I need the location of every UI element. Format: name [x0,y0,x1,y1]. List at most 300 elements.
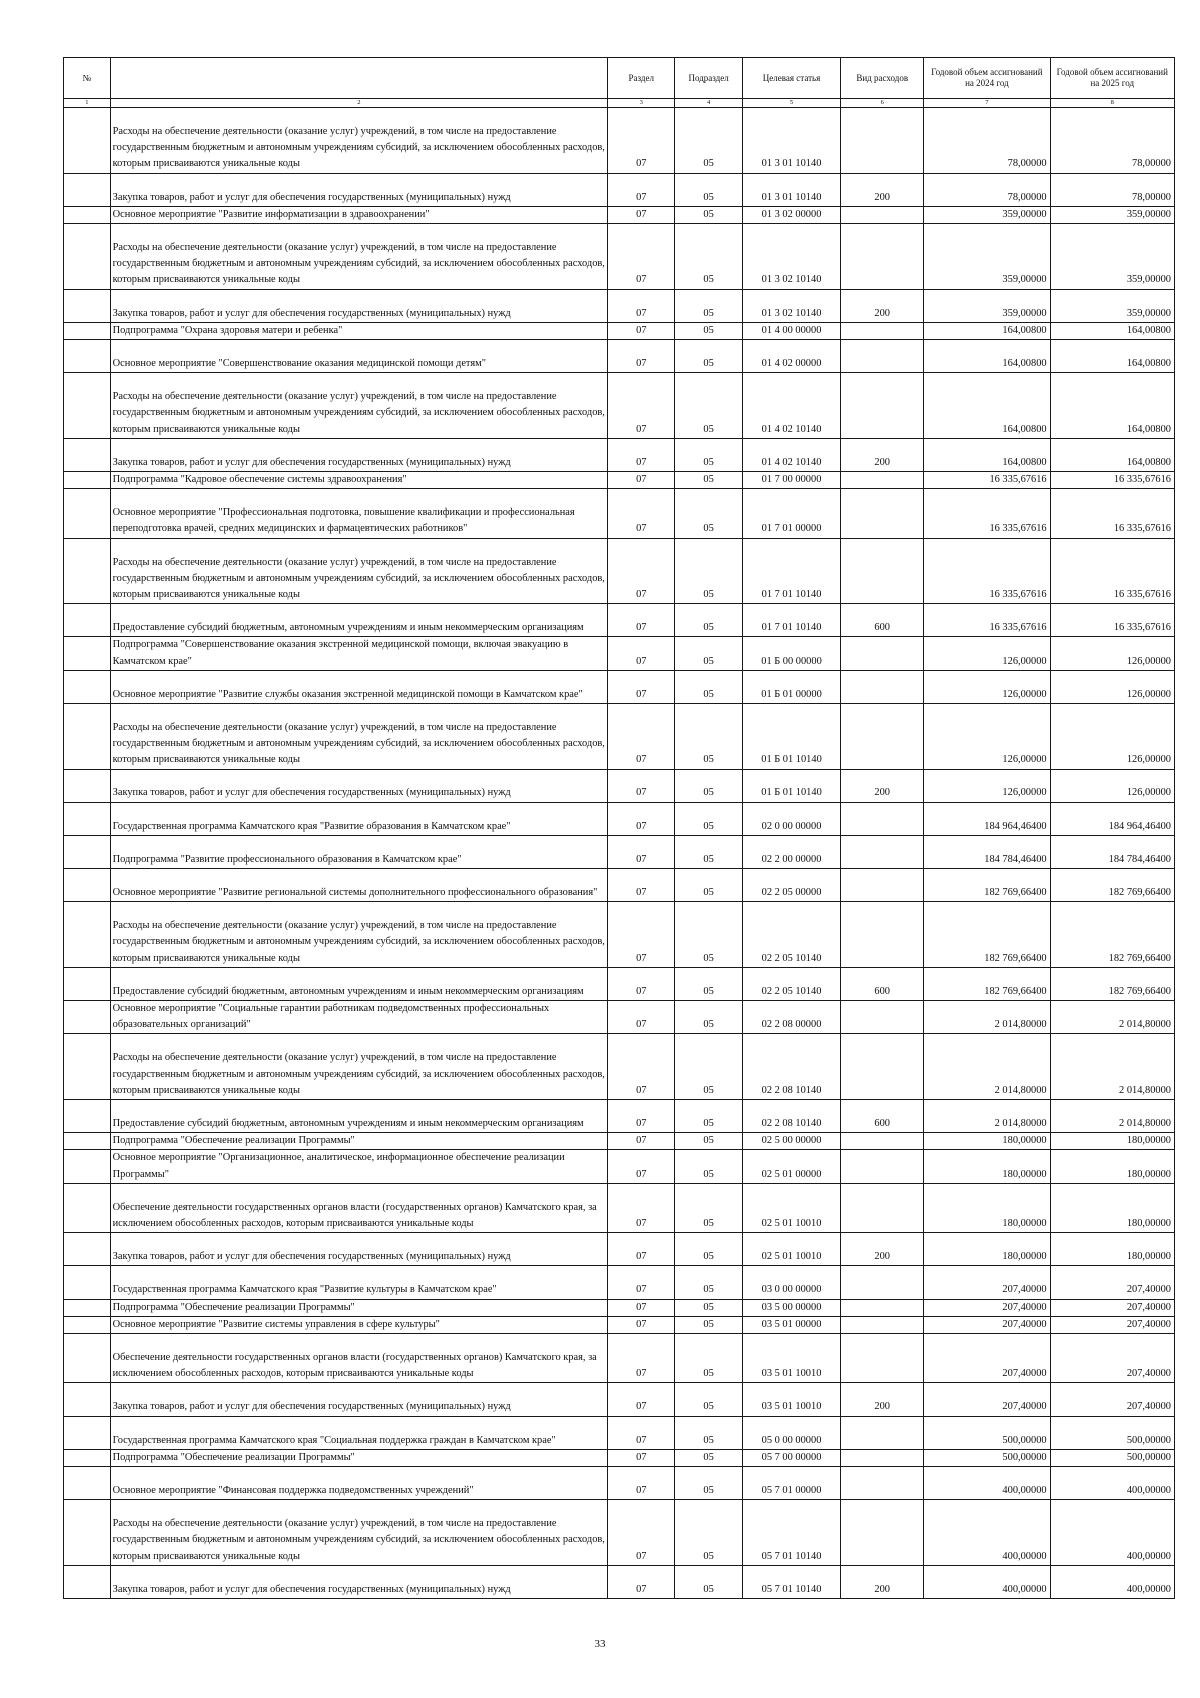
target-article-cell: 03 0 00 00000 [742,1266,840,1299]
row-name-cell: Закупка товаров, работ и услуг для обеспечения государственных (муниципальных) нужд [110,438,607,471]
page-number: 33 [594,1638,606,1650]
expense-type-cell [841,869,924,902]
razdel-cell: 07 [608,835,675,868]
allocation-2025-cell: 78,00000 [1050,108,1174,174]
row-name-cell: Закупка товаров, работ и услуг для обеспечения государственных (муниципальных) нужд [110,769,607,802]
allocation-2025-cell: 78,00000 [1050,173,1174,206]
table-row [64,1466,1175,1499]
row-number-cell [64,835,111,868]
expense-type-cell: 200 [841,1383,924,1416]
row-number-cell [64,1100,111,1133]
podrazdel-cell: 05 [675,604,742,637]
row-name-cell: Основное мероприятие "Финансовая поддержка подведомственных учреждений" [110,1466,607,1499]
row-number-cell [64,670,111,703]
expense-type-cell [841,373,924,439]
razdel-cell: 07 [608,1133,675,1150]
row-number-cell [64,538,111,604]
allocation-2025-cell: 500,00000 [1050,1449,1174,1466]
row-number-cell [64,802,111,835]
expense-type-cell [841,1316,924,1333]
row-number-cell [64,604,111,637]
expense-type-cell [841,339,924,372]
expense-type-cell: 600 [841,967,924,1000]
target-article-cell: 05 7 01 10140 [742,1565,840,1598]
razdel-cell: 07 [608,1565,675,1598]
razdel-cell: 07 [608,173,675,206]
row-name-cell: Закупка товаров, работ и услуг для обеспечения государственных (муниципальных) нужд [110,1383,607,1416]
target-article-cell: 02 2 08 00000 [742,1001,840,1034]
row-number-cell [64,1034,111,1100]
table-row [64,206,1175,223]
razdel-cell: 07 [608,670,675,703]
allocation-2024-cell: 400,00000 [924,1500,1050,1566]
razdel-cell: 07 [608,1183,675,1232]
row-number-cell [64,1500,111,1566]
row-number-cell [64,1133,111,1150]
header-expense-type: Вид расходов [841,58,924,99]
expense-type-cell: 200 [841,173,924,206]
expense-type-cell [841,1001,924,1034]
column-number-row [64,99,1175,108]
target-article-cell: 01 3 01 10140 [742,108,840,174]
target-article-cell: 01 4 00 00000 [742,322,840,339]
allocation-2024-cell: 16 335,67616 [924,471,1050,488]
header-target-article: Целевая статья [742,58,840,99]
razdel-cell: 07 [608,1416,675,1449]
column-number: 3 [608,99,675,108]
podrazdel-cell: 05 [675,1466,742,1499]
target-article-cell: 02 2 08 10140 [742,1034,840,1100]
razdel-cell: 07 [608,637,675,670]
row-name-cell: Основное мероприятие "Социальные гарантии работникам подведомственных профессиональных образовательных организаций" [110,1001,607,1034]
row-name-cell: Обеспечение деятельности государственных органов власти (государственных органов) Камчатского края, за исключением обособленных расходов, которым присваиваются уникальные коды [110,1183,607,1232]
allocation-2025-cell: 180,00000 [1050,1233,1174,1266]
allocation-2025-cell: 184 784,46400 [1050,835,1174,868]
row-name-cell: Закупка товаров, работ и услуг для обеспечения государственных (муниципальных) нужд [110,1233,607,1266]
razdel-cell: 07 [608,1150,675,1183]
allocation-2024-cell: 164,00800 [924,438,1050,471]
podrazdel-cell: 05 [675,1449,742,1466]
allocation-2025-cell: 207,40000 [1050,1299,1174,1316]
allocation-2024-cell: 16 335,67616 [924,489,1050,538]
razdel-cell: 07 [608,1449,675,1466]
podrazdel-cell: 05 [675,1334,742,1383]
expense-type-cell [841,471,924,488]
allocation-2025-cell: 500,00000 [1050,1416,1174,1449]
row-number-cell [64,1565,111,1598]
row-number-cell [64,108,111,174]
target-article-cell: 01 4 02 00000 [742,339,840,372]
table-row [64,1316,1175,1333]
allocation-2025-cell: 164,00800 [1050,339,1174,372]
expense-type-cell [841,1133,924,1150]
target-article-cell: 02 5 01 10010 [742,1233,840,1266]
expense-type-cell [841,1466,924,1499]
razdel-cell: 07 [608,902,675,968]
row-number-cell [64,223,111,289]
target-article-cell: 01 Б 01 10140 [742,703,840,769]
razdel-cell: 07 [608,1316,675,1333]
row-number-cell [64,769,111,802]
allocation-2025-cell: 180,00000 [1050,1183,1174,1232]
razdel-cell: 07 [608,206,675,223]
expense-type-cell [841,1449,924,1466]
row-name-cell: Основное мероприятие "Совершенствование оказания медицинской помощи детям" [110,339,607,372]
razdel-cell: 07 [608,538,675,604]
row-name-cell: Подпрограмма "Охрана здоровья матери и ребенка" [110,322,607,339]
row-name-cell: Закупка товаров, работ и услуг для обеспечения государственных (муниципальных) нужд [110,173,607,206]
razdel-cell: 07 [608,1266,675,1299]
table-row [64,769,1175,802]
target-article-cell: 02 5 01 00000 [742,1150,840,1183]
row-number-cell [64,637,111,670]
allocation-2025-cell: 16 335,67616 [1050,489,1174,538]
row-number-cell [64,1183,111,1232]
budget-table [63,57,1175,1599]
target-article-cell: 02 2 05 10140 [742,902,840,968]
row-name-cell: Расходы на обеспечение деятельности (оказание услуг) учреждений, в том числе на предоставление государственным бюджетным и автономным учреждениям субсидий, за исключением обособленных расходов, которым присваиваются уникальные коды [110,703,607,769]
podrazdel-cell: 05 [675,1299,742,1316]
razdel-cell: 07 [608,339,675,372]
target-article-cell: 03 5 01 10010 [742,1383,840,1416]
row-number-cell [64,471,111,488]
table-row [64,637,1175,670]
row-name-cell: Подпрограмма "Развитие профессионального образования в Камчатском крае" [110,835,607,868]
target-article-cell: 01 Б 01 10140 [742,769,840,802]
razdel-cell: 07 [608,869,675,902]
expense-type-cell: 200 [841,1233,924,1266]
podrazdel-cell: 05 [675,471,742,488]
row-number-cell [64,173,111,206]
allocation-2024-cell: 164,00800 [924,373,1050,439]
allocation-2025-cell: 207,40000 [1050,1266,1174,1299]
target-article-cell: 02 2 05 00000 [742,869,840,902]
row-name-cell: Обеспечение деятельности государственных органов власти (государственных органов) Камчатского края, за исключением обособленных расходов, которым присваиваются уникальные коды [110,1334,607,1383]
expense-type-cell [841,835,924,868]
expense-type-cell [841,489,924,538]
row-number-cell [64,289,111,322]
row-name-cell: Предоставление субсидий бюджетным, автономным учреждениям и иным некоммерческим организациям [110,967,607,1000]
row-name-cell: Расходы на обеспечение деятельности (оказание услуг) учреждений, в том числе на предоставление государственным бюджетным и автономным учреждениям субсидий, за исключением обособленных расходов, которым присваиваются уникальные коды [110,1500,607,1566]
razdel-cell: 07 [608,471,675,488]
podrazdel-cell: 05 [675,1150,742,1183]
target-article-cell: 03 5 01 00000 [742,1316,840,1333]
row-name-cell: Основное мероприятие "Организационное, аналитическое, информационное обеспечение реализации Программы" [110,1150,607,1183]
column-number: 7 [924,99,1050,108]
row-number-cell [64,967,111,1000]
target-article-cell: 03 5 00 00000 [742,1299,840,1316]
allocation-2024-cell: 182 769,66400 [924,902,1050,968]
podrazdel-cell: 05 [675,1034,742,1100]
razdel-cell: 07 [608,802,675,835]
target-article-cell: 01 Б 01 00000 [742,670,840,703]
row-number-cell [64,1449,111,1466]
allocation-2024-cell: 207,40000 [924,1266,1050,1299]
allocation-2024-cell: 126,00000 [924,637,1050,670]
podrazdel-cell: 05 [675,108,742,174]
target-article-cell: 01 Б 00 00000 [742,637,840,670]
allocation-2025-cell: 182 769,66400 [1050,869,1174,902]
allocation-2024-cell: 359,00000 [924,206,1050,223]
table-row [64,173,1175,206]
podrazdel-cell: 05 [675,289,742,322]
target-article-cell: 01 4 02 10140 [742,373,840,439]
row-number-cell [64,703,111,769]
row-number-cell [64,322,111,339]
razdel-cell: 07 [608,604,675,637]
header-podrazdel: Подраздел [675,58,742,99]
expense-type-cell [841,1334,924,1383]
table-row [64,322,1175,339]
header-name [110,58,607,99]
podrazdel-cell: 05 [675,538,742,604]
target-article-cell: 02 5 00 00000 [742,1133,840,1150]
podrazdel-cell: 05 [675,1416,742,1449]
razdel-cell: 07 [608,1466,675,1499]
table-row [64,902,1175,968]
target-article-cell: 01 3 02 10140 [742,223,840,289]
expense-type-cell [841,637,924,670]
podrazdel-cell: 05 [675,489,742,538]
podrazdel-cell: 05 [675,1001,742,1034]
expense-type-cell [841,1150,924,1183]
allocation-2024-cell: 500,00000 [924,1416,1050,1449]
table-row [64,703,1175,769]
podrazdel-cell: 05 [675,1500,742,1566]
row-number-cell [64,438,111,471]
allocation-2024-cell: 207,40000 [924,1334,1050,1383]
table-row [64,1383,1175,1416]
target-article-cell: 05 0 00 00000 [742,1416,840,1449]
allocation-2025-cell: 16 335,67616 [1050,538,1174,604]
razdel-cell: 07 [608,373,675,439]
expense-type-cell [841,1034,924,1100]
target-article-cell: 02 2 08 10140 [742,1100,840,1133]
table-row [64,604,1175,637]
table-row [64,1233,1175,1266]
row-name-cell: Основное мероприятие "Развитие системы управления в сфере культуры" [110,1316,607,1333]
allocation-2024-cell: 78,00000 [924,173,1050,206]
table-row [64,339,1175,372]
expense-type-cell: 200 [841,1565,924,1598]
razdel-cell: 07 [608,703,675,769]
row-name-cell: Основное мероприятие "Развитие службы оказания экстренной медицинской помощи в Камчатском крае" [110,670,607,703]
podrazdel-cell: 05 [675,1383,742,1416]
allocation-2025-cell: 126,00000 [1050,703,1174,769]
allocation-2025-cell: 359,00000 [1050,206,1174,223]
podrazdel-cell: 05 [675,339,742,372]
table-row [64,1416,1175,1449]
allocation-2025-cell: 2 014,80000 [1050,1034,1174,1100]
podrazdel-cell: 05 [675,1316,742,1333]
expense-type-cell [841,108,924,174]
razdel-cell: 07 [608,489,675,538]
row-number-cell [64,1416,111,1449]
allocation-2025-cell: 359,00000 [1050,223,1174,289]
allocation-2025-cell: 2 014,80000 [1050,1001,1174,1034]
expense-type-cell: 600 [841,1100,924,1133]
table-row [64,1449,1175,1466]
row-name-cell: Основное мероприятие "Профессиональная подготовка, повышение квалификации и профессиональная переподготовка врачей, средних медицинских и фармацевтических работников" [110,489,607,538]
allocation-2024-cell: 126,00000 [924,703,1050,769]
row-name-cell: Закупка товаров, работ и услуг для обеспечения государственных (муниципальных) нужд [110,289,607,322]
razdel-cell: 07 [608,108,675,174]
razdel-cell: 07 [608,967,675,1000]
table-row [64,538,1175,604]
row-number-cell [64,339,111,372]
expense-type-cell [841,1183,924,1232]
razdel-cell: 07 [608,1001,675,1034]
target-article-cell: 01 7 01 00000 [742,489,840,538]
table-row [64,1183,1175,1232]
razdel-cell: 07 [608,1233,675,1266]
allocation-2024-cell: 207,40000 [924,1383,1050,1416]
header-num: № [64,58,111,99]
row-name-cell: Подпрограмма "Обеспечение реализации Программы" [110,1133,607,1150]
table-row [64,1150,1175,1183]
razdel-cell: 07 [608,1500,675,1566]
allocation-2025-cell: 126,00000 [1050,670,1174,703]
row-name-cell: Подпрограмма "Обеспечение реализации Программы" [110,1299,607,1316]
row-name-cell: Расходы на обеспечение деятельности (оказание услуг) учреждений, в том числе на предоставление государственным бюджетным и автономным учреждениям субсидий, за исключением обособленных расходов, которым присваиваются уникальные коды [110,373,607,439]
table-row [64,1001,1175,1034]
column-number: 4 [675,99,742,108]
table-row [64,670,1175,703]
row-name-cell: Расходы на обеспечение деятельности (оказание услуг) учреждений, в том числе на предоставление государственным бюджетным и автономным учреждениям субсидий, за исключением обособленных расходов, которым присваиваются уникальные коды [110,1034,607,1100]
podrazdel-cell: 05 [675,223,742,289]
podrazdel-cell: 05 [675,1565,742,1598]
column-number: 1 [64,99,111,108]
expense-type-cell [841,703,924,769]
podrazdel-cell: 05 [675,1233,742,1266]
razdel-cell: 07 [608,322,675,339]
allocation-2024-cell: 400,00000 [924,1466,1050,1499]
allocation-2024-cell: 16 335,67616 [924,538,1050,604]
allocation-2024-cell: 180,00000 [924,1183,1050,1232]
podrazdel-cell: 05 [675,835,742,868]
razdel-cell: 07 [608,1100,675,1133]
allocation-2025-cell: 164,00800 [1050,438,1174,471]
allocation-2024-cell: 500,00000 [924,1449,1050,1466]
row-name-cell: Расходы на обеспечение деятельности (оказание услуг) учреждений, в том числе на предоставление государственным бюджетным и автономным учреждениям субсидий, за исключением обособленных расходов, которым присваиваются уникальные коды [110,902,607,968]
row-number-cell [64,1334,111,1383]
table-row [64,1565,1175,1598]
header-allocation-2024: Годовой объем ассигнований на 2024 год [924,58,1050,99]
row-number-cell [64,902,111,968]
budget-sheet [63,57,1175,1599]
target-article-cell: 05 7 00 00000 [742,1449,840,1466]
allocation-2024-cell: 164,00800 [924,339,1050,372]
table-body [64,108,1175,1599]
podrazdel-cell: 05 [675,206,742,223]
podrazdel-cell: 05 [675,438,742,471]
row-number-cell [64,373,111,439]
podrazdel-cell: 05 [675,802,742,835]
row-name-cell: Государственная программа Камчатского края "Развитие культуры в Камчатском крае" [110,1266,607,1299]
razdel-cell: 07 [608,1299,675,1316]
target-article-cell: 01 3 02 10140 [742,289,840,322]
row-name-cell: Подпрограмма "Совершенствование оказания экстренной медицинской помощи, включая эвакуацию в Камчатском крае" [110,637,607,670]
allocation-2025-cell: 182 769,66400 [1050,902,1174,968]
table-row [64,1334,1175,1383]
podrazdel-cell: 05 [675,769,742,802]
expense-type-cell [841,1500,924,1566]
row-name-cell: Государственная программа Камчатского края "Социальная поддержка граждан в Камчатском крае" [110,1416,607,1449]
row-number-cell [64,206,111,223]
target-article-cell: 01 7 01 10140 [742,604,840,637]
row-number-cell [64,1299,111,1316]
row-name-cell: Закупка товаров, работ и услуг для обеспечения государственных (муниципальных) нужд [110,1565,607,1598]
row-name-cell: Расходы на обеспечение деятельности (оказание услуг) учреждений, в том числе на предоставление государственным бюджетным и автономным учреждениям субсидий, за исключением обособленных расходов, которым присваиваются уникальные коды [110,538,607,604]
allocation-2024-cell: 182 769,66400 [924,967,1050,1000]
row-name-cell: Расходы на обеспечение деятельности (оказание услуг) учреждений, в том числе на предоставление государственным бюджетным и автономным учреждениям субсидий, за исключением обособленных расходов, которым присваиваются уникальные коды [110,108,607,174]
header-razdel: Раздел [608,58,675,99]
table-row [64,373,1175,439]
column-number: 5 [742,99,840,108]
allocation-2025-cell: 16 335,67616 [1050,604,1174,637]
table-row [64,1100,1175,1133]
table-row [64,223,1175,289]
allocation-2025-cell: 207,40000 [1050,1383,1174,1416]
expense-type-cell: 200 [841,769,924,802]
column-number: 6 [841,99,924,108]
podrazdel-cell: 05 [675,670,742,703]
allocation-2024-cell: 2 014,80000 [924,1100,1050,1133]
razdel-cell: 07 [608,1334,675,1383]
target-article-cell: 01 4 02 10140 [742,438,840,471]
podrazdel-cell: 05 [675,1133,742,1150]
expense-type-cell [841,223,924,289]
row-name-cell: Расходы на обеспечение деятельности (оказание услуг) учреждений, в том числе на предоставление государственным бюджетным и автономным учреждениям субсидий, за исключением обособленных расходов, которым присваиваются уникальные коды [110,223,607,289]
target-article-cell: 02 2 00 00000 [742,835,840,868]
podrazdel-cell: 05 [675,967,742,1000]
allocation-2024-cell: 207,40000 [924,1299,1050,1316]
table-row [64,802,1175,835]
razdel-cell: 07 [608,223,675,289]
podrazdel-cell: 05 [675,173,742,206]
allocation-2024-cell: 184 964,46400 [924,802,1050,835]
column-number: 2 [110,99,607,108]
podrazdel-cell: 05 [675,373,742,439]
razdel-cell: 07 [608,438,675,471]
row-name-cell: Подпрограмма "Кадровое обеспечение системы здравоохранения" [110,471,607,488]
allocation-2025-cell: 400,00000 [1050,1466,1174,1499]
allocation-2025-cell: 16 335,67616 [1050,471,1174,488]
allocation-2025-cell: 359,00000 [1050,289,1174,322]
table-row [64,438,1175,471]
table-row [64,489,1175,538]
row-name-cell: Государственная программа Камчатского края "Развитие образования в Камчатском крае" [110,802,607,835]
row-number-cell [64,1001,111,1034]
allocation-2025-cell: 400,00000 [1050,1500,1174,1566]
allocation-2025-cell: 180,00000 [1050,1133,1174,1150]
row-number-cell [64,489,111,538]
allocation-2024-cell: 164,00800 [924,322,1050,339]
expense-type-cell [841,802,924,835]
allocation-2024-cell: 184 784,46400 [924,835,1050,868]
table-row [64,1133,1175,1150]
allocation-2024-cell: 126,00000 [924,769,1050,802]
podrazdel-cell: 05 [675,637,742,670]
row-number-cell [64,1266,111,1299]
row-number-cell [64,1383,111,1416]
allocation-2024-cell: 359,00000 [924,223,1050,289]
allocation-2024-cell: 180,00000 [924,1233,1050,1266]
row-number-cell [64,869,111,902]
allocation-2025-cell: 180,00000 [1050,1150,1174,1183]
podrazdel-cell: 05 [675,1183,742,1232]
allocation-2024-cell: 359,00000 [924,289,1050,322]
